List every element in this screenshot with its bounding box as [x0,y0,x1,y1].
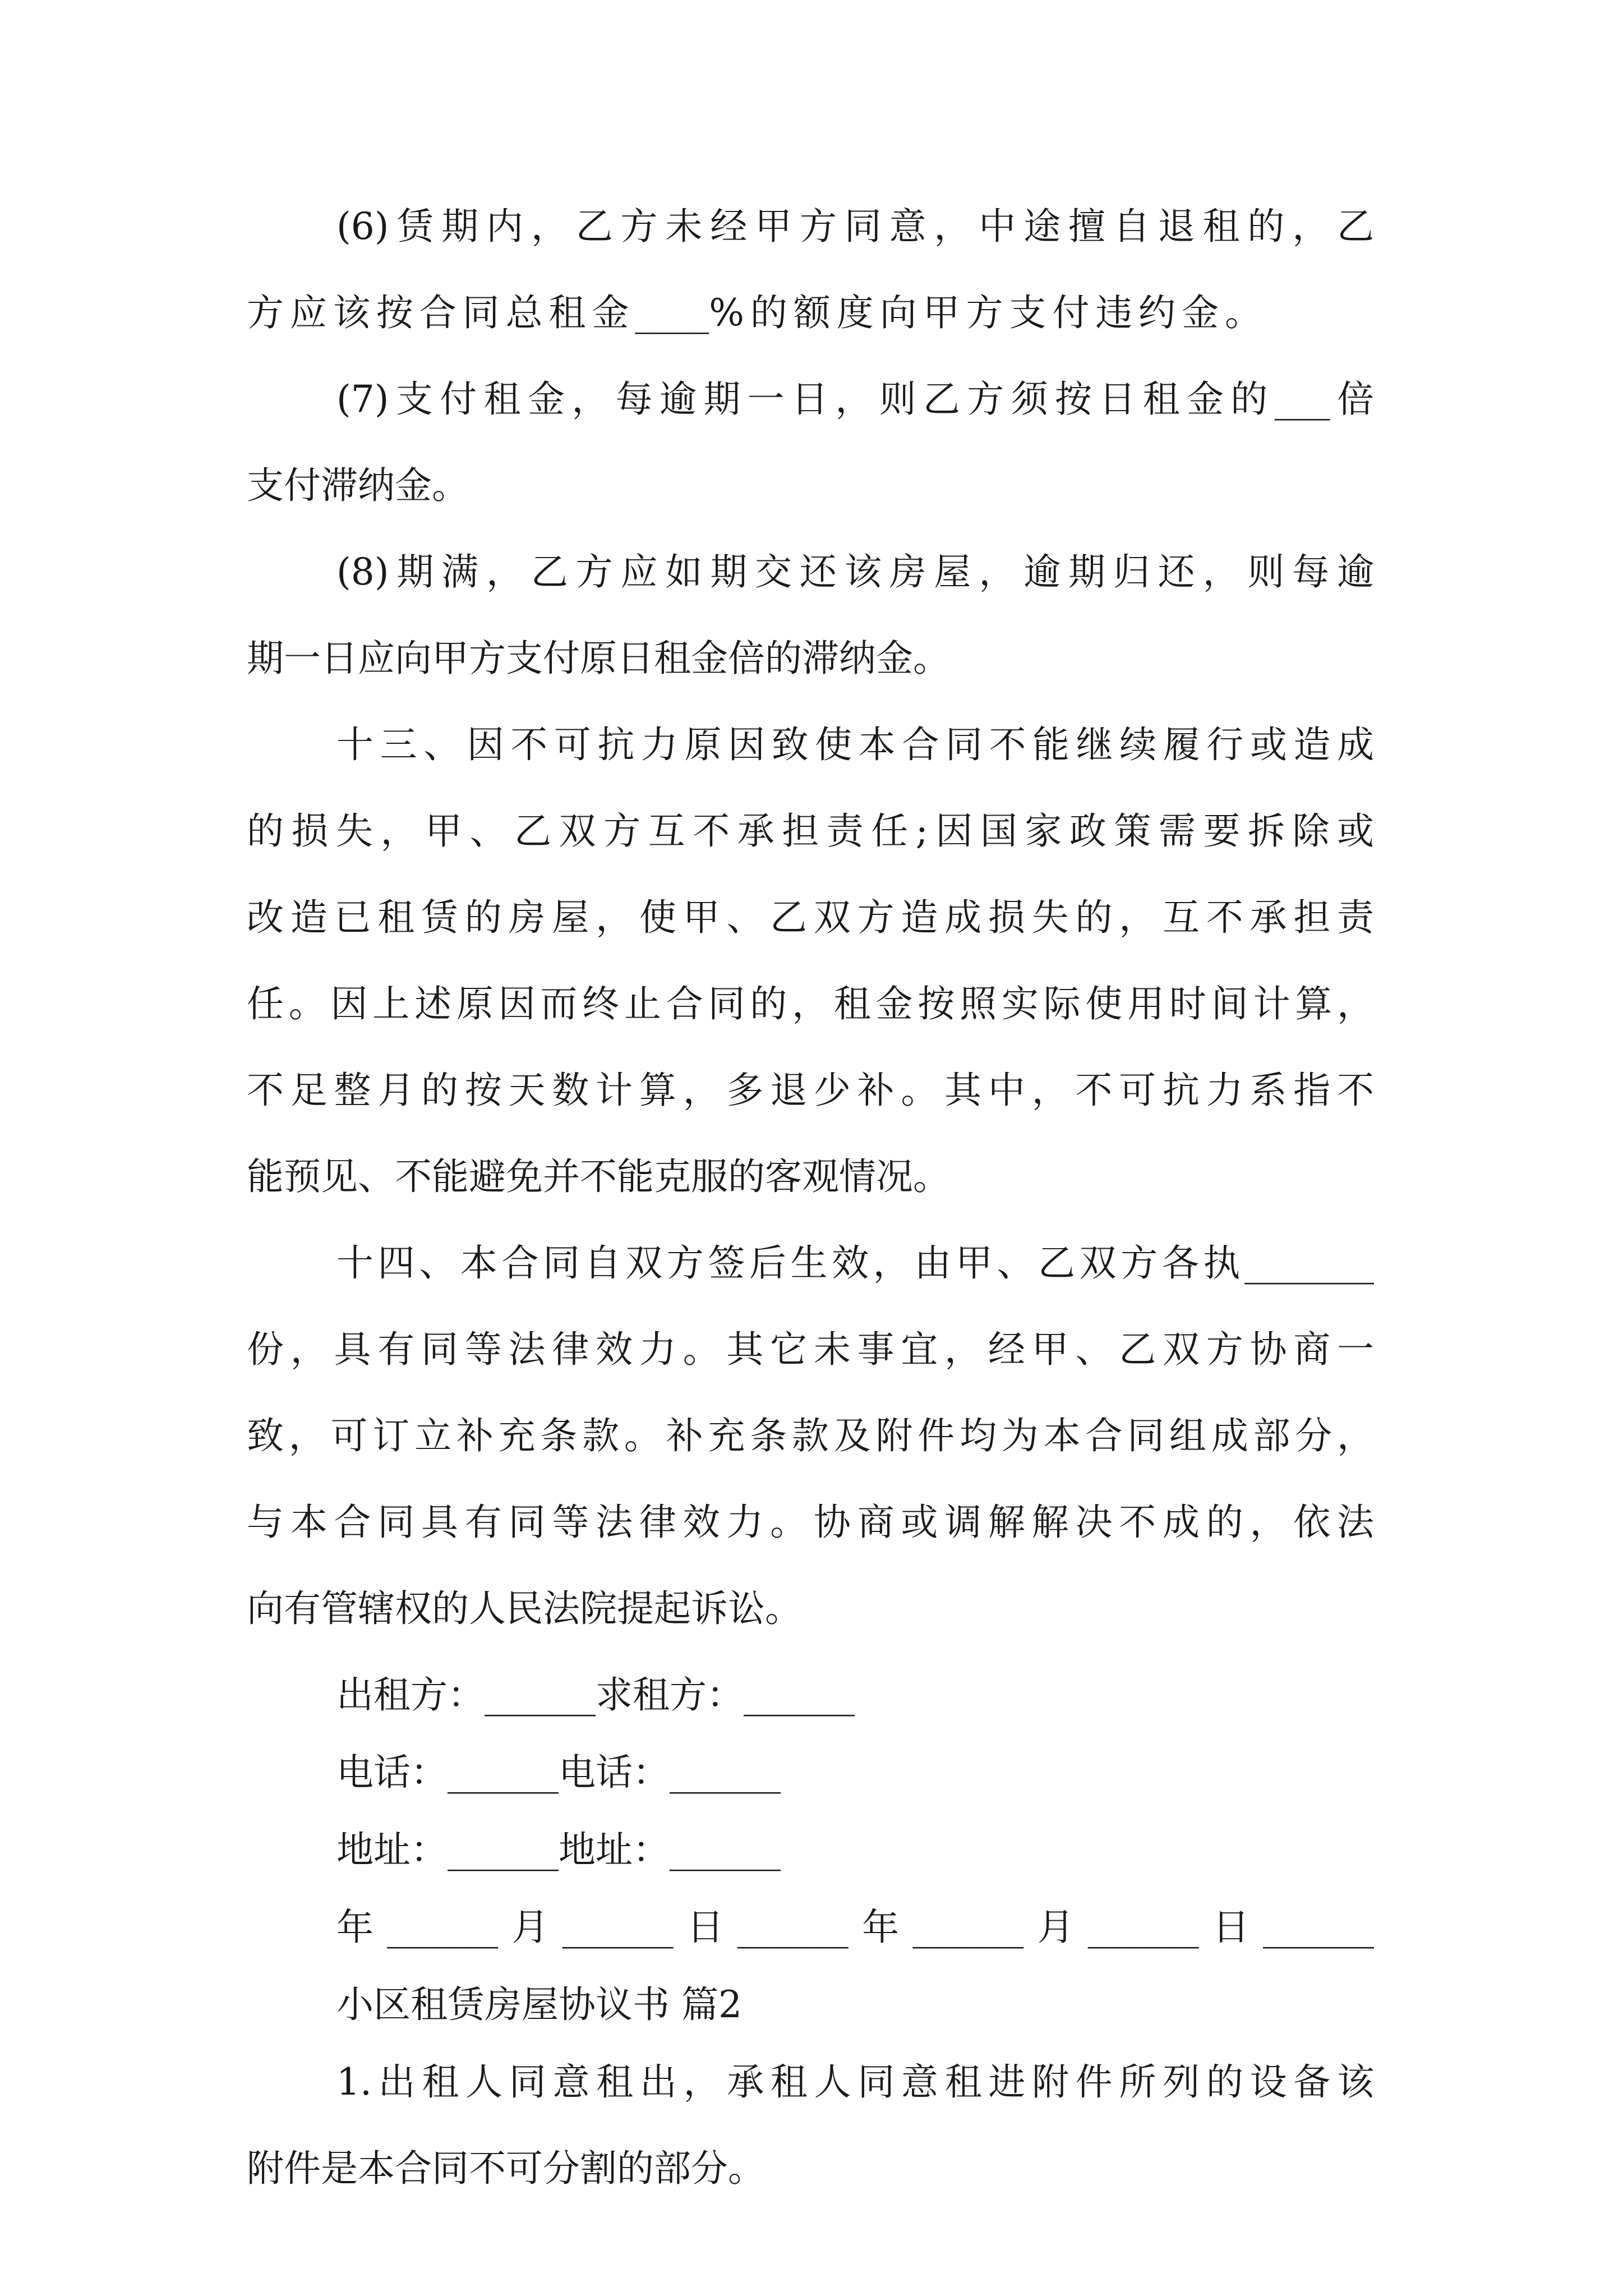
lessor-label: 出租方：______ [336,1673,596,1717]
para-6-line-1: (6)赁期内，乙方未经甲方同意，中途擅自退租的，乙 [336,205,1374,248]
para-7-line-1: (7)支付租金，每逾期一日，则乙方须按日租金的___倍 [336,378,1374,421]
section-title: 小区租赁房屋协议书 篇2 [336,1983,742,2026]
signature-date-row: 年______月______日______年______月______日______ [336,1906,1374,1949]
para-14-line-2: 份，具有同等法律效力。其它未事宜，经甲、乙双方协商一 [247,1328,1374,1371]
para-8-line-2: 期一日应向甲方支付原日租金倍的滞纳金。 [247,637,950,680]
para-13-line-6: 能预见、不能避免并不能克服的客观情况。 [247,1155,950,1198]
para-13-line-2: 的损失，甲、乙双方互不承担责任;因国家政策需要拆除或 [247,809,1374,853]
para-13-line-4: 任。因上述原因而终止合同的，租金按照实际使用时间计算， [247,982,1374,1025]
lessee-label: 求租方：______ [596,1673,855,1717]
lessee-phone: 电话：______ [559,1751,781,1794]
lessee-address: 地址：______ [559,1828,781,1871]
para-14-line-5: 向有管辖权的人民法院提起诉讼。 [247,1587,802,1630]
para-13-line-1: 十三、因不可抗力原因致使本合同不能继续履行或造成 [336,723,1374,766]
para-6-line-2: 方应该按合同总租金____%的额度向甲方支付违约金。 [247,291,1262,334]
signature-parties-row [336,1667,855,1723]
signature-address-row [336,1822,781,1878]
lessor-address: 地址：______ [336,1828,559,1871]
clause-1-line-1: 1.出租人同意租出，承租人同意租进附件所列的设备该 [336,2060,1374,2104]
para-14-line-4: 与本合同具有同等法律效力。协商或调解解决不成的，依法 [247,1501,1374,1544]
lessor-phone: 电话：______ [336,1751,559,1794]
para-7-line-2: 支付滞纳金。 [247,464,469,507]
para-8-line-1: (8)期满，乙方应如期交还该房屋，逾期归还，则每逾 [336,550,1374,593]
para-14-line-1: 十四、本合同自双方签后生效，由甲、乙双方各执_______ [336,1241,1374,1285]
signature-phone-row [336,1745,781,1801]
para-13-line-3: 改造已租赁的房屋，使甲、乙双方造成损失的，互不承担责 [247,896,1374,939]
para-14-line-3: 致，可订立补充条款。补充条款及附件均为本合同组成部分， [247,1414,1374,1457]
clause-1-line-2: 附件是本合同不可分割的部分。 [247,2147,765,2190]
para-13-line-5: 不足整月的按天数计算，多退少补。其中，不可抗力系指不 [247,1069,1374,1112]
